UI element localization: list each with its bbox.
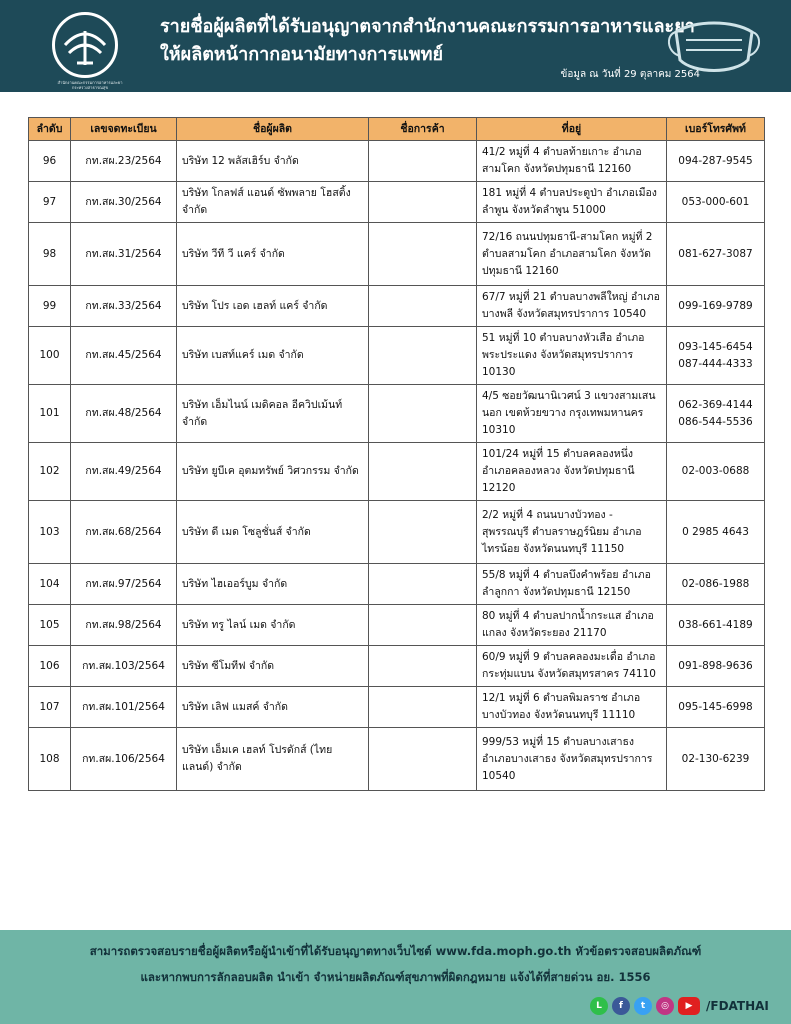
manufacturer-name: บริษัท ยูบีเค อุตมทรัพย์ วิศวกรรม จำกัด — [177, 443, 369, 501]
row-number: 98 — [29, 223, 71, 286]
address: 181 หมู่ที่ 4 ตำบลประตูป่า อำเภอเมืองลำพูน จังหวัดลำพูน 51000 — [477, 182, 667, 223]
row-number: 99 — [29, 286, 71, 327]
address: 80 หมู่ที่ 4 ตำบลปากน้ำกระแส อำเภอแกลง จังหวัดระยอง 21170 — [477, 605, 667, 646]
manufacturer-name: บริษัท เบสท์แคร์ เมด จำกัด — [177, 327, 369, 385]
table-row — [29, 443, 765, 501]
phone-cell — [667, 385, 765, 443]
registration-number: กท.สผ.31/2564 — [71, 223, 177, 286]
manufacturer-name: บริษัท โปร เอด เฮลท์ แคร์ จำกัด — [177, 286, 369, 327]
registration-number: กท.สผ.48/2564 — [71, 385, 177, 443]
address: 60/9 หมู่ที่ 9 ตำบลคลองมะเดื่อ อำเภอกระทุ่มแบน จังหวัดสมุทรสาคร 74110 — [477, 646, 667, 687]
brand-name — [369, 182, 477, 223]
row-number: 96 — [29, 141, 71, 182]
phone-number: 038-661-4189 — [678, 618, 753, 631]
phone-number: 086-544-5536 — [678, 415, 753, 428]
column-header-brand: ชื่อการค้า — [369, 118, 477, 141]
phone-number: 02-130-6239 — [681, 752, 750, 765]
row-number: 101 — [29, 385, 71, 443]
brand-name — [369, 443, 477, 501]
phone-number: 093-145-6454 — [678, 340, 753, 353]
as-of-date: ข้อมูล ณ วันที่ 29 ตุลาคม 2564 — [560, 69, 700, 80]
manufacturer-name: บริษัท เลิฟ แมสค์ จำกัด — [177, 687, 369, 728]
address: 55/8 หมู่ที่ 4 ตำบลบึงคำพร้อย อำเภอลำลูกกา จังหวัดปทุมธานี 12150 — [477, 564, 667, 605]
table-row — [29, 605, 765, 646]
phone-number: 02-086-1988 — [681, 577, 750, 590]
address: 101/24 หมู่ที่ 15 ตำบลคลองหนึ่ง อำเภอคลองหลวง จังหวัดปทุมธานี 12120 — [477, 443, 667, 501]
manufacturer-table — [28, 117, 765, 791]
table-row — [29, 646, 765, 687]
registration-number: กท.สผ.103/2564 — [71, 646, 177, 687]
fda-logo — [52, 12, 118, 78]
table-row — [29, 223, 765, 286]
phone-cell — [667, 182, 765, 223]
table-row — [29, 327, 765, 385]
brand-name — [369, 728, 477, 791]
phone-cell — [667, 286, 765, 327]
registration-number: กท.สผ.68/2564 — [71, 501, 177, 564]
row-number: 108 — [29, 728, 71, 791]
address: 999/53 หมู่ที่ 15 ตำบลบางเสาธง อำเภอบางเสาธง จังหวัดสมุทรปราการ 10540 — [477, 728, 667, 791]
column-header-phone: เบอร์โทรศัพท์ — [667, 118, 765, 141]
row-number: 97 — [29, 182, 71, 223]
brand-name — [369, 327, 477, 385]
table-row — [29, 501, 765, 564]
twitter-icon[interactable]: t — [634, 997, 652, 1015]
row-number: 104 — [29, 564, 71, 605]
instagram-icon[interactable]: ◎ — [656, 997, 674, 1015]
table-row — [29, 728, 765, 791]
table-header-row — [29, 118, 765, 141]
footer-website-note: สามารถตรวจสอบรายชื่อผู้ผลิตหรือผู้นำเข้าที่ได้รับอนุญาตทางเว็บไซต์ www.fda.moph.go.th หัวข้อตรวจสอบผลิตภัณฑ์ — [89, 944, 702, 958]
brand-name — [369, 687, 477, 728]
manufacturer-name: บริษัท โกลฟส์ แอนด์ ซัพพลาย โฮสติ้ง จำกัด — [177, 182, 369, 223]
brand-name — [369, 385, 477, 443]
column-header-address: ที่อยู่ — [477, 118, 667, 141]
brand-name — [369, 605, 477, 646]
manufacturer-name: บริษัท วีที วี แคร์ จำกัด — [177, 223, 369, 286]
registration-number: กท.สผ.101/2564 — [71, 687, 177, 728]
phone-cell — [667, 501, 765, 564]
header-banner — [0, 0, 791, 92]
logo-caption: สำนักงานคณะกรรมการอาหารและยา กระทรวงสาธารณสุข — [57, 80, 123, 90]
phone-number: 095-145-6998 — [678, 700, 753, 713]
manufacturer-name: บริษัท ซีโมทีฟ จำกัด — [177, 646, 369, 687]
social-handle[interactable]: /FDATHAI — [706, 999, 769, 1013]
phone-number: 0 2985 4643 — [682, 525, 749, 538]
phone-number: 094-287-9545 — [678, 154, 753, 167]
address: 12/1 หมู่ที่ 6 ตำบลพิมลราช อำเภอบางบัวทอง จังหวัดนนทบุรี 11110 — [477, 687, 667, 728]
manufacturer-name: บริษัท ไฮเออร์บูม จำกัด — [177, 564, 369, 605]
column-header-no: ลำดับ — [29, 118, 71, 141]
address: 4/5 ซอยวัฒนานิเวศน์ 3 แขวงสามเสนนอก เขตห้วยขวาง กรุงเทพมหานคร 10310 — [477, 385, 667, 443]
table-row — [29, 385, 765, 443]
phone-cell — [667, 141, 765, 182]
column-header-registration: เลขจดทะเบียน — [71, 118, 177, 141]
table-row — [29, 182, 765, 223]
address: 2/2 หมู่ที่ 4 ถนนบางบัวทอง - สุพรรณบุรี ตำบลราษฎร์นิยม อำเภอไทรน้อย จังหวัดนนทบุรี 11150 — [477, 501, 667, 564]
manufacturer-name: บริษัท 12 พลัสเฮิร์บ จำกัด — [177, 141, 369, 182]
phone-number: 062-369-4144 — [678, 398, 753, 411]
brand-name — [369, 646, 477, 687]
registration-number: กท.สผ.49/2564 — [71, 443, 177, 501]
phone-number: 081-627-3087 — [678, 247, 753, 260]
column-header-manufacturer: ชื่อผู้ผลิต — [177, 118, 369, 141]
line-icon[interactable]: L — [590, 997, 608, 1015]
manufacturer-name: บริษัท เอ็มเค เฮลท์ โปรดักส์ (ไทยแลนด์) จำกัด — [177, 728, 369, 791]
manufacturer-name: บริษัท ทรู ไลน์ เมด จำกัด — [177, 605, 369, 646]
face-mask-icon — [664, 10, 764, 82]
registration-number: กท.สผ.97/2564 — [71, 564, 177, 605]
phone-cell — [667, 728, 765, 791]
row-number: 100 — [29, 327, 71, 385]
manufacturer-name: บริษัท เอ็มไนน์ เมดิคอล อีควิปเม้นท์ จำกัด — [177, 385, 369, 443]
row-number: 106 — [29, 646, 71, 687]
brand-name — [369, 223, 477, 286]
registration-number: กท.สผ.98/2564 — [71, 605, 177, 646]
row-number: 102 — [29, 443, 71, 501]
row-number: 107 — [29, 687, 71, 728]
brand-name — [369, 141, 477, 182]
table-body — [29, 141, 765, 791]
brand-name — [369, 286, 477, 327]
brand-name — [369, 501, 477, 564]
registration-number: กท.สผ.23/2564 — [71, 141, 177, 182]
phone-number: 091-898-9636 — [678, 659, 753, 672]
facebook-icon[interactable]: f — [612, 997, 630, 1015]
row-number: 103 — [29, 501, 71, 564]
fda-logo-icon — [55, 15, 115, 75]
table-row — [29, 564, 765, 605]
table-row — [29, 141, 765, 182]
phone-number: 087-444-4333 — [678, 357, 753, 370]
phone-cell — [667, 605, 765, 646]
registration-number: กท.สผ.33/2564 — [71, 286, 177, 327]
registration-number: กท.สผ.45/2564 — [71, 327, 177, 385]
address: 41/2 หมู่ที่ 4 ตำบลท้ายเกาะ อำเภอสามโคก จังหวัดปทุมธานี 12160 — [477, 141, 667, 182]
address: 51 หมู่ที่ 10 ตำบลบางหัวเสือ อำเภอพระประแดง จังหวัดสมุทรปราการ 10130 — [477, 327, 667, 385]
footer-banner — [0, 930, 791, 1024]
social-links — [590, 996, 769, 1016]
address: 72/16 ถนนปทุมธานี-สามโคก หมู่ที่ 2 ตำบลสามโคก อำเภอสามโคก จังหวัดปทุมธานี 12160 — [477, 223, 667, 286]
phone-number: 099-169-9789 — [678, 299, 753, 312]
table-row — [29, 286, 765, 327]
registration-number: กท.สผ.106/2564 — [71, 728, 177, 791]
footer-hotline-note: และหากพบการลักลอบผลิต นำเข้า จำหน่ายผลิตภัณฑ์สุขภาพที่ผิดกฎหมาย แจ้งได้ที่สายด่วน อย. 1556 — [140, 970, 651, 984]
brand-name — [369, 564, 477, 605]
row-number: 105 — [29, 605, 71, 646]
manufacturer-name: บริษัท ดี เมด โซลูชั่นส์ จำกัด — [177, 501, 369, 564]
phone-cell — [667, 223, 765, 286]
address: 67/7 หมู่ที่ 21 ตำบลบางพลีใหญ่ อำเภอบางพลี จังหวัดสมุทรปราการ 10540 — [477, 286, 667, 327]
table-row — [29, 687, 765, 728]
phone-cell — [667, 687, 765, 728]
youtube-icon[interactable]: ▶ — [678, 997, 700, 1015]
phone-cell — [667, 564, 765, 605]
page-title-line1: รายชื่อผู้ผลิตที่ได้รับอนุญาตจากสำนักงานคณะกรรมการอาหารและยา — [160, 16, 695, 37]
phone-cell — [667, 646, 765, 687]
registration-number: กท.สผ.30/2564 — [71, 182, 177, 223]
phone-cell — [667, 327, 765, 385]
phone-number: 053-000-601 — [681, 195, 750, 208]
page-title-line2: ให้ผลิตหน้ากากอนามัยทางการแพทย์ — [160, 44, 444, 65]
phone-number: 02-003-0688 — [681, 465, 750, 477]
phone-cell — [667, 443, 765, 501]
